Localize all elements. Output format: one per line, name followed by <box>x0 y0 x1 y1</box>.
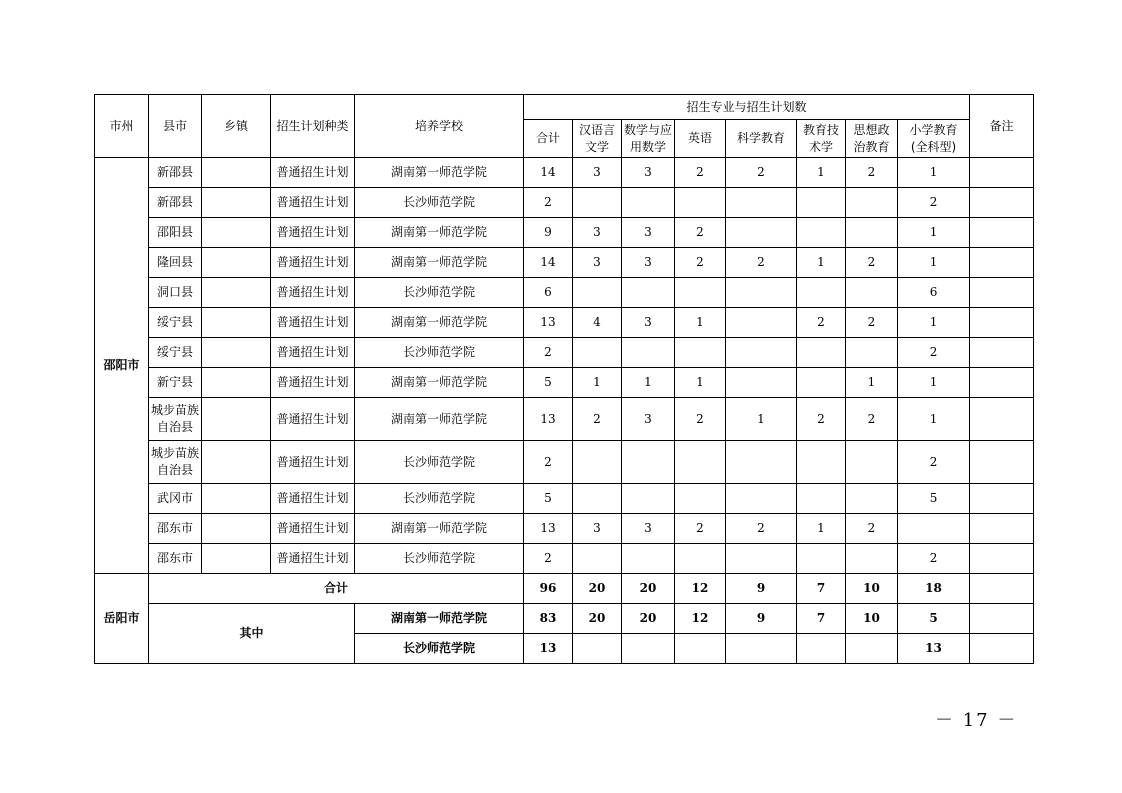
english-cell: 2 <box>675 218 726 248</box>
english-cell: 2 <box>675 248 726 278</box>
header-math-line2: 用数学 <box>629 139 666 154</box>
primary-cell: 2 <box>898 188 970 218</box>
primary-cell: 2 <box>898 544 970 574</box>
header-school: 培养学校 <box>355 95 524 158</box>
edtech-cell: 1 <box>797 158 846 188</box>
chinese-cell: 4 <box>573 308 622 338</box>
school-cell: 长沙师范学院 <box>355 441 524 484</box>
table-row <box>95 368 1034 398</box>
county-line1: 城步苗族 <box>150 446 199 460</box>
summary-csnu-total: 13 <box>524 634 573 664</box>
plan-type-cell: 普通招生计划 <box>271 308 355 338</box>
english-cell <box>675 188 726 218</box>
math-cell <box>622 338 675 368</box>
enrollment-plan-table <box>94 94 1034 664</box>
notes-cell <box>970 158 1034 188</box>
city-cell: 邵阳市 <box>95 158 149 574</box>
math-cell: 3 <box>622 248 675 278</box>
edtech-cell: 2 <box>797 308 846 338</box>
math-cell: 3 <box>622 158 675 188</box>
town-cell <box>202 218 271 248</box>
summary-csnu-science <box>726 634 797 664</box>
notes-cell <box>970 188 1034 218</box>
header-politics-line2: 治教育 <box>853 139 890 154</box>
total-cell: 2 <box>524 441 573 484</box>
summary-hnfnu-edtech: 7 <box>797 604 846 634</box>
science-cell <box>726 441 797 484</box>
county-cell: 新邵县 <box>149 188 202 218</box>
politics-cell <box>846 544 898 574</box>
chinese-cell: 3 <box>573 218 622 248</box>
total-cell: 13 <box>524 308 573 338</box>
header-edtech-line2: 术学 <box>808 139 833 154</box>
notes-cell <box>970 278 1034 308</box>
plan-type-cell: 普通招生计划 <box>271 484 355 514</box>
edtech-cell <box>797 218 846 248</box>
science-cell <box>726 188 797 218</box>
summary-hnfnu-politics: 10 <box>846 604 898 634</box>
county-cell: 新邵县 <box>149 158 202 188</box>
total-cell: 14 <box>524 248 573 278</box>
summary-section <box>95 574 1034 664</box>
plan-type-cell: 普通招生计划 <box>271 368 355 398</box>
plan-type-cell: 普通招生计划 <box>271 338 355 368</box>
notes-cell <box>970 338 1034 368</box>
math-cell: 3 <box>622 398 675 441</box>
politics-cell: 2 <box>846 514 898 544</box>
table-row <box>95 484 1034 514</box>
header-majors-group: 招生专业与招生计划数 <box>524 95 970 120</box>
header-science: 科学教育 <box>726 120 797 158</box>
primary-cell: 5 <box>898 484 970 514</box>
plan-type-cell: 普通招生计划 <box>271 218 355 248</box>
math-cell <box>622 484 675 514</box>
summary-city-cell: 岳阳市 <box>95 574 149 664</box>
math-cell <box>622 544 675 574</box>
chinese-cell <box>573 441 622 484</box>
summary-hnfnu-chinese: 20 <box>573 604 622 634</box>
town-cell <box>202 484 271 514</box>
science-cell <box>726 368 797 398</box>
total-cell: 5 <box>524 484 573 514</box>
science-cell: 2 <box>726 514 797 544</box>
header-town: 乡镇 <box>202 95 271 158</box>
county-cell: 新宁县 <box>149 368 202 398</box>
summary-total-notes <box>970 574 1034 604</box>
chinese-cell: 3 <box>573 248 622 278</box>
politics-cell <box>846 441 898 484</box>
town-cell <box>202 338 271 368</box>
summary-hnfnu-math: 20 <box>622 604 675 634</box>
header-city: 市州 <box>95 95 149 158</box>
school-cell: 湖南第一师范学院 <box>355 368 524 398</box>
politics-cell: 2 <box>846 308 898 338</box>
chinese-cell: 3 <box>573 158 622 188</box>
primary-cell: 1 <box>898 368 970 398</box>
primary-cell: 6 <box>898 278 970 308</box>
summary-hnfnu-notes <box>970 604 1034 634</box>
county-cell: 邵东市 <box>149 544 202 574</box>
table-body <box>95 158 1034 574</box>
summary-csnu-notes <box>970 634 1034 664</box>
town-cell <box>202 544 271 574</box>
summary-total-science: 9 <box>726 574 797 604</box>
primary-cell: 1 <box>898 308 970 338</box>
total-cell: 2 <box>524 544 573 574</box>
summary-total-chinese: 20 <box>573 574 622 604</box>
math-cell: 3 <box>622 514 675 544</box>
notes-cell <box>970 308 1034 338</box>
header-notes: 备注 <box>970 95 1034 158</box>
edtech-cell: 2 <box>797 398 846 441</box>
county-line2: 自治县 <box>156 463 193 477</box>
town-cell <box>202 278 271 308</box>
table-row <box>95 158 1034 188</box>
primary-cell: 1 <box>898 398 970 441</box>
town-cell <box>202 368 271 398</box>
edtech-cell <box>797 278 846 308</box>
science-cell <box>726 544 797 574</box>
notes-cell <box>970 484 1034 514</box>
summary-hnfnu-primary: 5 <box>898 604 970 634</box>
primary-cell: 1 <box>898 248 970 278</box>
math-cell <box>622 278 675 308</box>
county-cell <box>149 398 202 441</box>
school-cell: 长沙师范学院 <box>355 544 524 574</box>
county-line2: 自治县 <box>156 420 193 434</box>
town-cell <box>202 248 271 278</box>
town-cell <box>202 158 271 188</box>
primary-cell: 1 <box>898 158 970 188</box>
summary-total-primary: 18 <box>898 574 970 604</box>
chinese-cell <box>573 188 622 218</box>
english-cell: 2 <box>675 514 726 544</box>
chinese-cell: 1 <box>573 368 622 398</box>
table-row <box>95 544 1034 574</box>
county-cell <box>149 441 202 484</box>
summary-total-politics: 10 <box>846 574 898 604</box>
math-cell: 1 <box>622 368 675 398</box>
town-cell <box>202 398 271 441</box>
page-number: － 17 － <box>935 710 1018 731</box>
english-cell: 1 <box>675 308 726 338</box>
school-cell: 湖南第一师范学院 <box>355 398 524 441</box>
plan-type-cell: 普通招生计划 <box>271 544 355 574</box>
chinese-cell: 2 <box>573 398 622 441</box>
county-cell: 武冈市 <box>149 484 202 514</box>
politics-cell <box>846 338 898 368</box>
header-chinese-line1: 汉语言 <box>578 122 615 137</box>
header-total: 合计 <box>524 120 573 158</box>
edtech-cell <box>797 368 846 398</box>
english-cell: 1 <box>675 368 726 398</box>
header-math <box>622 120 675 158</box>
plan-type-cell: 普通招生计划 <box>271 158 355 188</box>
total-cell: 9 <box>524 218 573 248</box>
header-plan-type: 招生计划种类 <box>271 95 355 158</box>
english-cell <box>675 544 726 574</box>
total-cell: 13 <box>524 398 573 441</box>
header-county: 县市 <box>149 95 202 158</box>
total-cell: 2 <box>524 338 573 368</box>
summary-csnu-primary: 13 <box>898 634 970 664</box>
summary-csnu-english <box>675 634 726 664</box>
school-cell: 长沙师范学院 <box>355 278 524 308</box>
county-cell: 邵东市 <box>149 514 202 544</box>
chinese-cell <box>573 544 622 574</box>
edtech-cell <box>797 484 846 514</box>
english-cell: 2 <box>675 398 726 441</box>
total-cell: 2 <box>524 188 573 218</box>
notes-cell <box>970 218 1034 248</box>
summary-total-total: 96 <box>524 574 573 604</box>
county-cell: 邵阳县 <box>149 218 202 248</box>
table-row <box>95 278 1034 308</box>
politics-cell: 1 <box>846 368 898 398</box>
header-chinese-line2: 文学 <box>584 139 609 154</box>
table-row <box>95 398 1034 441</box>
summary-csnu-chinese <box>573 634 622 664</box>
county-cell: 绥宁县 <box>149 308 202 338</box>
science-cell <box>726 308 797 338</box>
summary-csnu-politics <box>846 634 898 664</box>
summary-hnfnu-english: 12 <box>675 604 726 634</box>
town-cell <box>202 514 271 544</box>
table-row <box>95 248 1034 278</box>
edtech-cell <box>797 441 846 484</box>
notes-cell <box>970 514 1034 544</box>
header-chinese <box>573 120 622 158</box>
plan-type-cell: 普通招生计划 <box>271 278 355 308</box>
notes-cell <box>970 248 1034 278</box>
science-cell <box>726 338 797 368</box>
plan-type-cell: 普通招生计划 <box>271 514 355 544</box>
plan-type-cell: 普通招生计划 <box>271 398 355 441</box>
summary-total-english: 12 <box>675 574 726 604</box>
school-cell: 长沙师范学院 <box>355 338 524 368</box>
summary-hnfnu-total: 83 <box>524 604 573 634</box>
total-cell: 6 <box>524 278 573 308</box>
table-row <box>95 188 1034 218</box>
science-cell: 2 <box>726 158 797 188</box>
summary-csnu-math <box>622 634 675 664</box>
school-cell: 湖南第一师范学院 <box>355 514 524 544</box>
notes-cell <box>970 544 1034 574</box>
school-cell: 长沙师范学院 <box>355 188 524 218</box>
primary-cell: 2 <box>898 441 970 484</box>
town-cell <box>202 441 271 484</box>
math-cell: 3 <box>622 218 675 248</box>
politics-cell <box>846 278 898 308</box>
county-cell: 绥宁县 <box>149 338 202 368</box>
math-cell <box>622 188 675 218</box>
header-primary <box>898 120 970 158</box>
science-cell <box>726 278 797 308</box>
total-cell: 14 <box>524 158 573 188</box>
english-cell <box>675 278 726 308</box>
summary-csnu-school: 长沙师范学院 <box>355 634 524 664</box>
chinese-cell <box>573 338 622 368</box>
politics-cell <box>846 484 898 514</box>
total-cell: 5 <box>524 368 573 398</box>
summary-among-label: 其中 <box>149 604 355 664</box>
header-primary-line2: (全科型) <box>910 139 957 154</box>
notes-cell <box>970 441 1034 484</box>
science-cell: 2 <box>726 248 797 278</box>
science-cell <box>726 484 797 514</box>
politics-cell: 2 <box>846 248 898 278</box>
notes-cell <box>970 398 1034 441</box>
header-english: 英语 <box>675 120 726 158</box>
english-cell: 2 <box>675 158 726 188</box>
header-math-line1: 数学与应 <box>623 122 672 137</box>
school-cell: 长沙师范学院 <box>355 484 524 514</box>
header-primary-line1: 小学教育 <box>909 122 958 137</box>
summary-hnfnu-science: 9 <box>726 604 797 634</box>
notes-cell <box>970 368 1034 398</box>
table-row <box>95 338 1034 368</box>
county-cell: 隆回县 <box>149 248 202 278</box>
school-cell: 湖南第一师范学院 <box>355 248 524 278</box>
politics-cell <box>846 188 898 218</box>
edtech-cell <box>797 544 846 574</box>
english-cell <box>675 484 726 514</box>
table-row <box>95 514 1034 544</box>
total-cell: 13 <box>524 514 573 544</box>
town-cell <box>202 188 271 218</box>
science-cell <box>726 218 797 248</box>
math-cell: 3 <box>622 308 675 338</box>
table-header <box>95 95 1034 158</box>
county-cell: 洞口县 <box>149 278 202 308</box>
header-politics-line1: 思想政 <box>853 122 890 137</box>
chinese-cell <box>573 484 622 514</box>
edtech-cell <box>797 188 846 218</box>
town-cell <box>202 308 271 338</box>
table-row <box>95 441 1034 484</box>
county-line1: 城步苗族 <box>150 403 199 417</box>
table-row <box>95 308 1034 338</box>
summary-total-edtech: 7 <box>797 574 846 604</box>
summary-total-label: 合计 <box>149 574 524 604</box>
header-edtech-line1: 教育技 <box>802 122 839 137</box>
english-cell <box>675 338 726 368</box>
chinese-cell <box>573 278 622 308</box>
edtech-cell: 1 <box>797 514 846 544</box>
politics-cell: 2 <box>846 398 898 441</box>
english-cell <box>675 441 726 484</box>
plan-type-cell: 普通招生计划 <box>271 248 355 278</box>
plan-type-cell: 普通招生计划 <box>271 441 355 484</box>
header-politics <box>846 120 898 158</box>
table-row <box>95 218 1034 248</box>
politics-cell: 2 <box>846 158 898 188</box>
school-cell: 湖南第一师范学院 <box>355 308 524 338</box>
plan-type-cell: 普通招生计划 <box>271 188 355 218</box>
summary-total-math: 20 <box>622 574 675 604</box>
school-cell: 湖南第一师范学院 <box>355 218 524 248</box>
politics-cell <box>846 218 898 248</box>
school-cell: 湖南第一师范学院 <box>355 158 524 188</box>
summary-hnfnu-school: 湖南第一师范学院 <box>355 604 524 634</box>
primary-cell: 1 <box>898 218 970 248</box>
header-edtech <box>797 120 846 158</box>
math-cell <box>622 441 675 484</box>
primary-cell <box>898 514 970 544</box>
edtech-cell <box>797 338 846 368</box>
chinese-cell: 3 <box>573 514 622 544</box>
science-cell: 1 <box>726 398 797 441</box>
edtech-cell: 1 <box>797 248 846 278</box>
summary-csnu-edtech <box>797 634 846 664</box>
primary-cell: 2 <box>898 338 970 368</box>
